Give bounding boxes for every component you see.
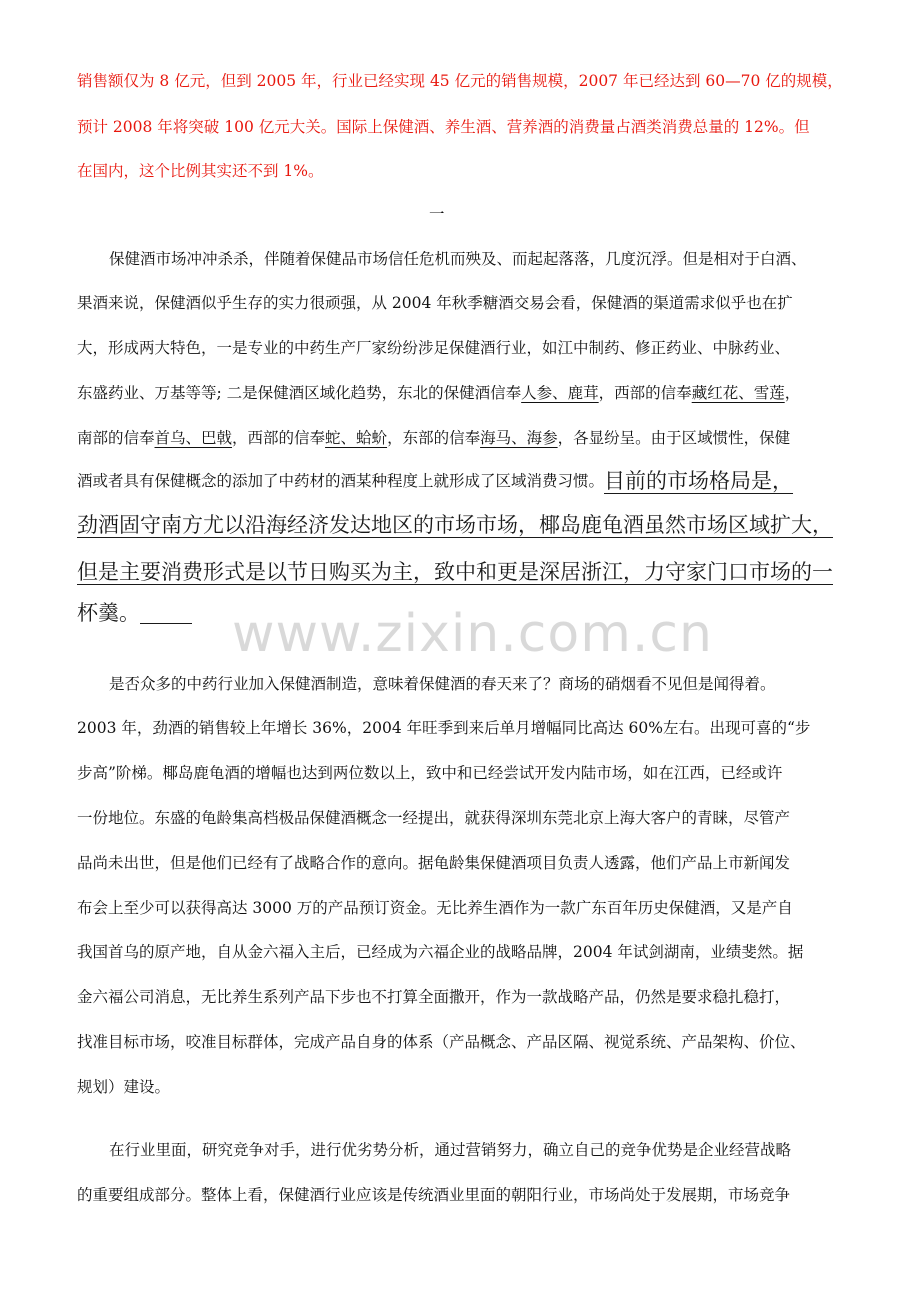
herb-snake-gecko: 蛇、蛤蚧 [325,429,388,447]
para1-line-5 [77,427,790,449]
market-pattern-line-4 [77,598,192,628]
market-pattern-line-4-text: 杯羹。 [77,601,140,625]
market-pattern-emphasis-start: 目前的市场格局是， [604,469,794,493]
para1-line-4 [77,382,800,404]
intro-line-3: 在国内，这个比例其实还不到 1%。 [77,162,324,180]
para1-line-5-text-b: ，西部的信奉 [232,429,326,447]
para2-line-8: 金六福公司消息，无比养生系列产品下步也不打算全面撒开，作为一款战略产品，仍然是要求稳扎稳打， [77,988,791,1006]
para1-line-5-text-c: ，东部的信奉 [387,429,481,447]
para1-line-4-text-a: 东盛药业、万基等等; 二是保健酒区域化趋势，东北的保健酒信奉 [77,384,522,402]
para1-line-5-text-d: ，各显纷呈。由于区域惯性，保健 [557,429,791,447]
para1-line-6 [77,466,793,496]
para1-line-2: 果酒来说，保健酒似乎生存的实力很顽强，从 2004 年秋季糖酒交易会看，保健酒的渠道需求似乎也在扩 [77,294,793,312]
herb-heshouwu-bajitian: 首乌、巴戟 [154,429,233,447]
herb-seahorse-seacucumber: 海马、海参 [480,429,558,447]
intro-line-1: 销售额仅为 8 亿元，但到 2005 年，行业已经实现 45 亿元的销售规模，2007 年已经达到 60—70 亿的规模， [77,72,843,90]
herb-ginseng-antler: 人参、鹿茸 [521,384,599,402]
para3-line-2: 的重要组成部分。整体上看，保健酒行业应该是传统酒业里面的朝阳行业，市场尚处于发展期，市场竞争 [77,1186,791,1204]
para2-line-2: 2003 年，劲酒的销售较上年增长 36%，2004 年旺季到来后单月增幅同比高达 60%左右。出现可喜的“步 [77,719,811,737]
para3-line-1: 在行业里面，研究竞争对手，进行优劣势分析，通过营销努力，确立自己的竞争优势是企业经营战略 [109,1141,792,1159]
para1-line-4-text-c: ， [784,384,801,402]
para1-line-1: 保健酒市场冲冲杀杀，伴随着保健品市场信任危机而殃及、而起起落落，几度沉浮。但是相对于白酒、 [109,250,807,268]
para2-line-1: 是否众多的中药行业加入保健酒制造，意味着保健酒的春天来了？商场的硝烟看不见但是闻得着。 [109,675,776,693]
para1-line-4-text-b: ，西部的信奉 [598,384,692,402]
para1-line-5-text-a: 南部的信奉 [77,429,155,447]
underline-trail [140,622,192,624]
para2-line-7: 我国首乌的原产地，自从金六福入主后，已经成为六福企业的战略品牌，2004 年试剑湖南，业绩斐然。据 [77,943,804,961]
market-pattern-line-2: 劲酒固守南方尤以沿海经济发达地区的市场市场，椰岛鹿龟酒虽然市场区域扩大， [77,513,833,537]
watermark: www.zixin.com.cn [232,604,713,664]
para2-line-5: 品尚未出世，但是他们已经有了战略合作的意向。据龟龄集保健酒项目负责人透露，他们产品上市新闻发 [77,854,791,872]
para2-line-4: 一份地位。东盛的龟龄集高档极品保健酒概念一经提出，就获得深圳东莞北京上海大客户的青睐，尽管产 [77,809,791,827]
market-pattern-line-3: 但是主要消费形式是以节日购买为主，致中和更是深居浙江，力守家门口市场的一 [77,560,833,584]
para1-line-3: 大，形成两大特色，一是专业的中药生产厂家纷纷涉足保健酒行业，如江中制药、修正药业、中脉药业、 [77,339,791,357]
intro-line-2: 预计 2008 年将突破 100 亿元大关。国际上保健酒、养生酒、营养酒的消费量占酒类消费总量的 12%。但 [77,118,810,136]
para1-line-6-text: 酒或者具有保健概念的添加了中药材的酒某种程度上就形成了区域消费习惯。 [77,472,605,490]
herb-saffron-lotus: 藏红花、雪莲 [691,384,785,402]
para2-line-9: 找准目标市场，咬准目标群体，完成产品自身的体系（产品概念、产品区隔、视觉系统、产品架构、价位、 [77,1033,806,1051]
section-marker: 一 [429,205,445,223]
para2-line-6: 布会上至少可以获得高达 3000 万的产品预订资金。无比养生酒作为一款广东百年历史保健酒，又是产自 [77,899,793,917]
para2-line-10: 规划）建设。 [77,1078,171,1096]
para2-line-3: 步高”阶梯。椰岛鹿龟酒的增幅也达到两位数以上，致中和已经尝试开发内陆市场，如在江西，已经或许 [77,764,783,782]
